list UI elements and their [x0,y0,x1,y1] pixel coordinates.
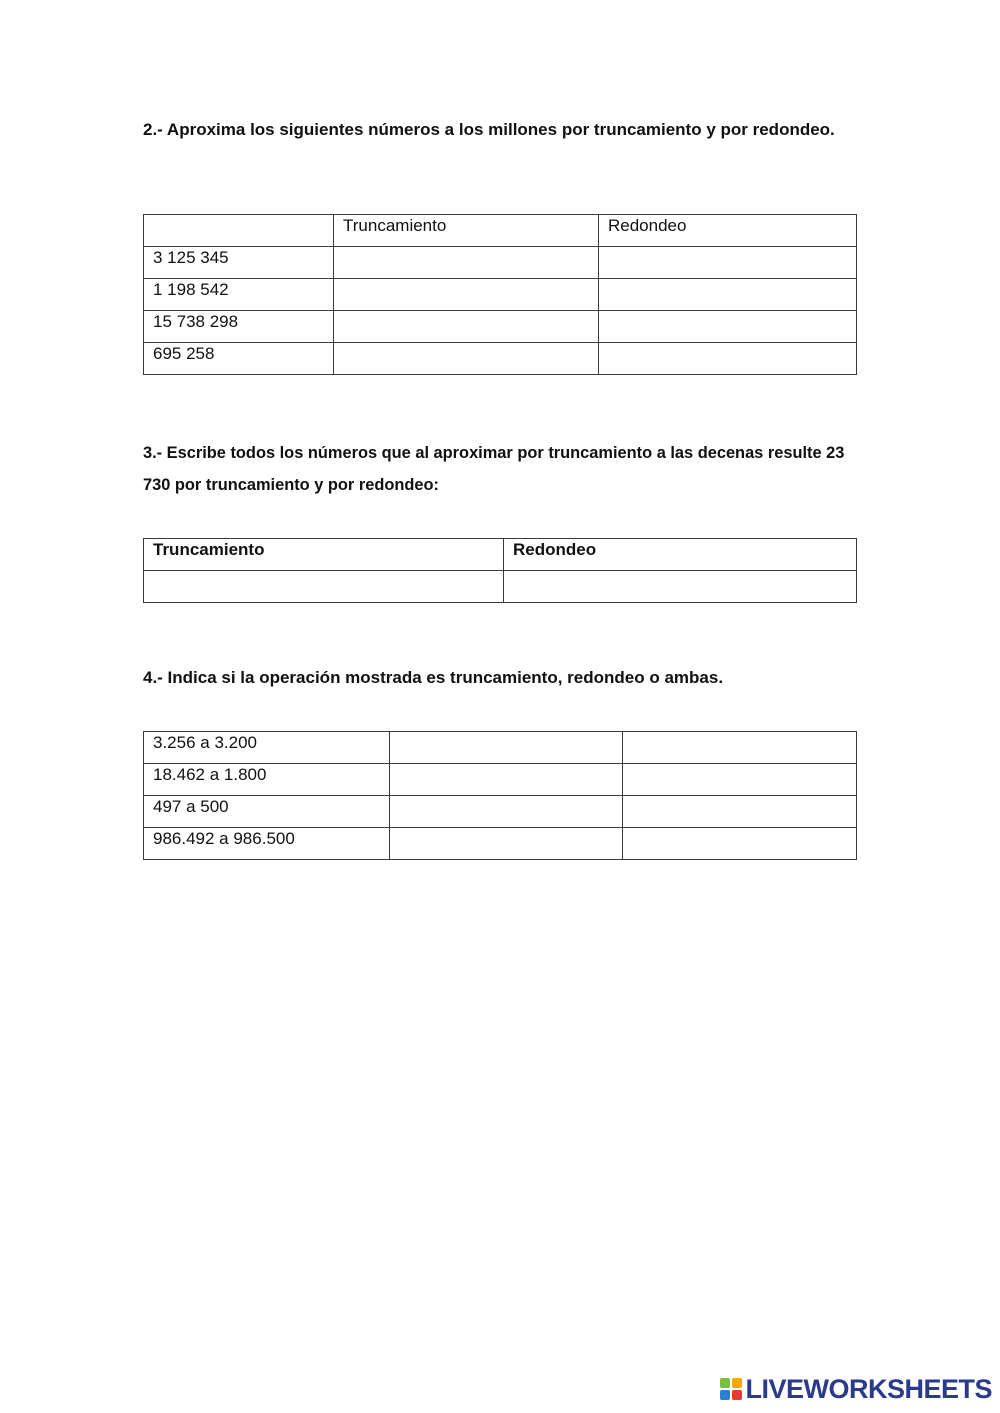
answer-cell[interactable] [623,764,857,796]
logo-text: LIVEWORKSHEETS [745,1373,992,1404]
answer-cell-truncamiento[interactable] [334,311,599,343]
header-cell-truncamiento: Truncamiento [334,215,599,247]
answer-cell-redondeo[interactable] [504,571,857,603]
answer-cell-redondeo[interactable] [599,343,857,375]
table-row [144,279,857,311]
table-row [144,828,857,860]
answer-cell-truncamiento[interactable] [334,279,599,311]
question-4-table [143,731,857,860]
answer-cell-truncamiento[interactable] [334,343,599,375]
number-cell: 3 125 345 [144,247,334,279]
operation-cell: 497 a 500 [144,796,390,828]
liveworksheets-logo[interactable] [720,1373,992,1405]
answer-cell-truncamiento[interactable] [144,571,504,603]
operation-cell: 18.462 a 1.800 [144,764,390,796]
table-header-row [144,539,857,571]
table-row [144,732,857,764]
table-row [144,247,857,279]
header-cell-redondeo: Redondeo [599,215,857,247]
question-3-table [143,538,857,603]
table-row [144,343,857,375]
header-cell-empty [144,215,334,247]
operation-cell: 986.492 a 986.500 [144,828,390,860]
header-cell-redondeo: Redondeo [504,539,857,571]
answer-cell[interactable] [390,764,623,796]
question-2-title: 2.- Aproxima los siguientes números a los millones por truncamiento y por redondeo. [143,120,835,139]
table-row [144,311,857,343]
table-row [144,764,857,796]
answer-cell[interactable] [623,732,857,764]
number-cell: 695 258 [144,343,334,375]
answer-cell-redondeo[interactable] [599,247,857,279]
answer-cell[interactable] [390,828,623,860]
answer-cell-redondeo[interactable] [599,311,857,343]
header-cell-truncamiento: Truncamiento [144,539,504,571]
question-2-table [143,214,857,375]
number-cell: 15 738 298 [144,311,334,343]
answer-cell-truncamiento[interactable] [334,247,599,279]
table-row [144,796,857,828]
answer-cell[interactable] [390,732,623,764]
answer-cell[interactable] [623,796,857,828]
liveworksheets-mark-icon [720,1378,742,1400]
operation-cell: 3.256 a 3.200 [144,732,390,764]
table-row [144,571,857,603]
question-4-title: 4.- Indica si la operación mostrada es truncamiento, redondeo o ambas. [143,668,724,687]
question-3-title: 3.- Escribe todos los números que al aproximar por truncamiento a las decenas resulte 23 730 por truncamiento y por redondeo: [143,444,845,494]
answer-cell-redondeo[interactable] [599,279,857,311]
answer-cell[interactable] [623,828,857,860]
table-header-row [144,215,857,247]
answer-cell[interactable] [390,796,623,828]
number-cell: 1 198 542 [144,279,334,311]
